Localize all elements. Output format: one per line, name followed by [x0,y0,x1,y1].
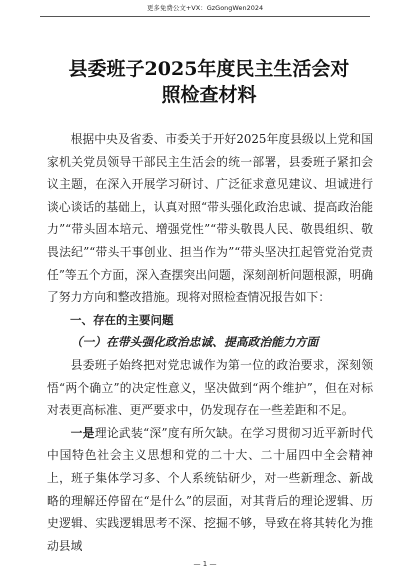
intro-paragraph: 根据中央及省委、市委关于开好2025年度县级以上党和国家机关党员领导干部民主生活会的统一部署，县委班子紧扣会议主题，在深入开展学习研讨、广泛征求意见建议、坦诚进行谈心谈话的基础上，认真对照“带头强化政治忠诚、提高政治能力”“带头固本培元、增强党性”“带头敬畏人民、敬畏组织、敬畏法纪”“带头干事创业、担当作为”“带头坚决扛起管党治党责任”等五个方面，深入查摆突出问题，深刻剖析问题根源，明确了努力方向和整改措施。现将对照检查情况报告如下： [47,132,373,305]
paragraph-text: 理论武装“深”度有所欠缺。在学习贯彻习近平新时代中国特色社会主义思想和党的二十大、二十届四中全会精神上，班子集体学习多、个人系统钻研少，对一些新理念、新战略的理解还停留在“是什么”的层面，对其背后的理论逻辑、历史逻辑、实践逻辑思考不深、挖掘不够，导致在将其转化为推动县域 [47,425,373,553]
paragraph-lead: 一是 [70,425,95,440]
body-paragraph: 县委班子始终把对党忠诚作为第一位的政治要求，深刻领悟“两个确立”的决定性意义，坚决做到“两个维护”，但在对标对表更高标准、更严要求中，仍发现存在一些差距和不足。 [47,357,373,418]
section-heading: 一、存在的主要问题 [70,312,174,327]
document-body [47,128,373,557]
document-title: 县委班子2025年度民主生活会对照检查材料 [68,58,350,106]
subsection-heading: （一）在带头强化政治忠诚、提高政治能力方面 [70,335,319,350]
page-number: — 1 — [193,560,217,568]
header-line: 更多免费公文+VX：GzGongWen2024 [146,4,264,12]
body-paragraph-2 [47,422,373,558]
header-divider [40,16,370,17]
